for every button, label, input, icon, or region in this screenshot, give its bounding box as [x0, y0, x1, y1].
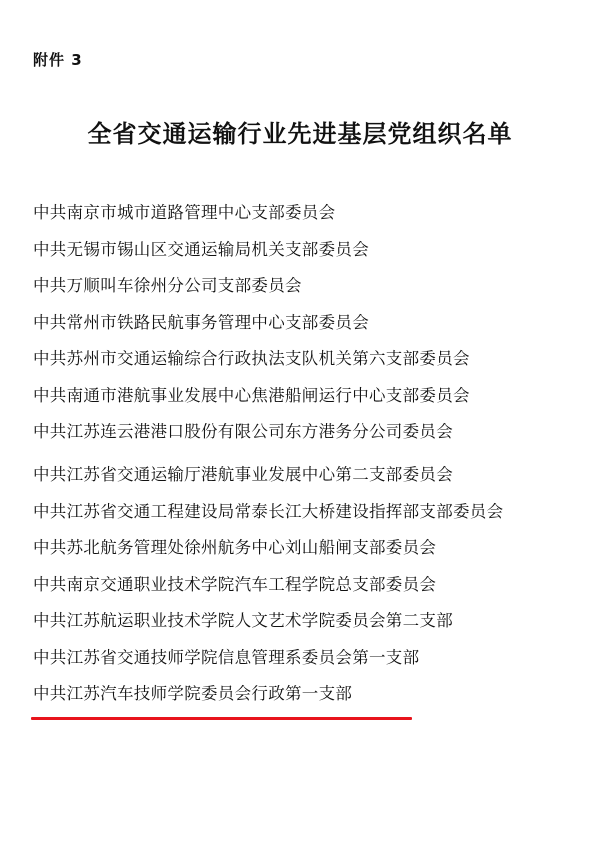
- list-item: 中共苏州市交通运输综合行政执法支队机关第六支部委员会: [33, 349, 470, 368]
- list-item: 中共常州市铁路民航事务管理中心支部委员会: [33, 312, 369, 332]
- list-item: 中共南京交通职业技术学院汽车工程学院总支部委员会: [33, 574, 437, 594]
- list-item: 中共江苏省交通运输厅港航事业发展中心第二支部委员会: [33, 465, 453, 484]
- document-title: 全省交通运输行业先进基层党组织名单: [87, 120, 513, 148]
- list-item: 中共苏北航务管理处徐州航务中心刘山船闸支部委员会: [33, 538, 437, 557]
- highlight-underline: [31, 717, 412, 720]
- list-item: 中共万顺叫车徐州分公司支部委员会: [33, 276, 302, 295]
- list-item: 中共江苏省交通技师学院信息管理系委员会第一支部: [33, 647, 420, 667]
- list-item: 中共南京市城市道路管理中心支部委员会: [33, 203, 336, 222]
- organization-list: [33, 200, 503, 718]
- list-item-highlighted: 中共江苏汽车技师学院委员会行政第一支部: [33, 684, 353, 703]
- attachment-label: 附件 3: [33, 51, 83, 69]
- list-item: 中共无锡市锡山区交通运输局机关支部委员会: [33, 239, 369, 259]
- list-item: 中共江苏航运职业技术学院人文艺术学院委员会第二支部: [33, 611, 453, 630]
- list-item: 中共江苏连云港港口股份有限公司东方港务分公司委员会: [33, 422, 453, 441]
- list-item: 中共南通市港航事业发展中心焦港船闸运行中心支部委员会: [33, 385, 470, 405]
- list-item: 中共江苏省交通工程建设局常泰长江大桥建设指挥部支部委员会: [33, 501, 504, 521]
